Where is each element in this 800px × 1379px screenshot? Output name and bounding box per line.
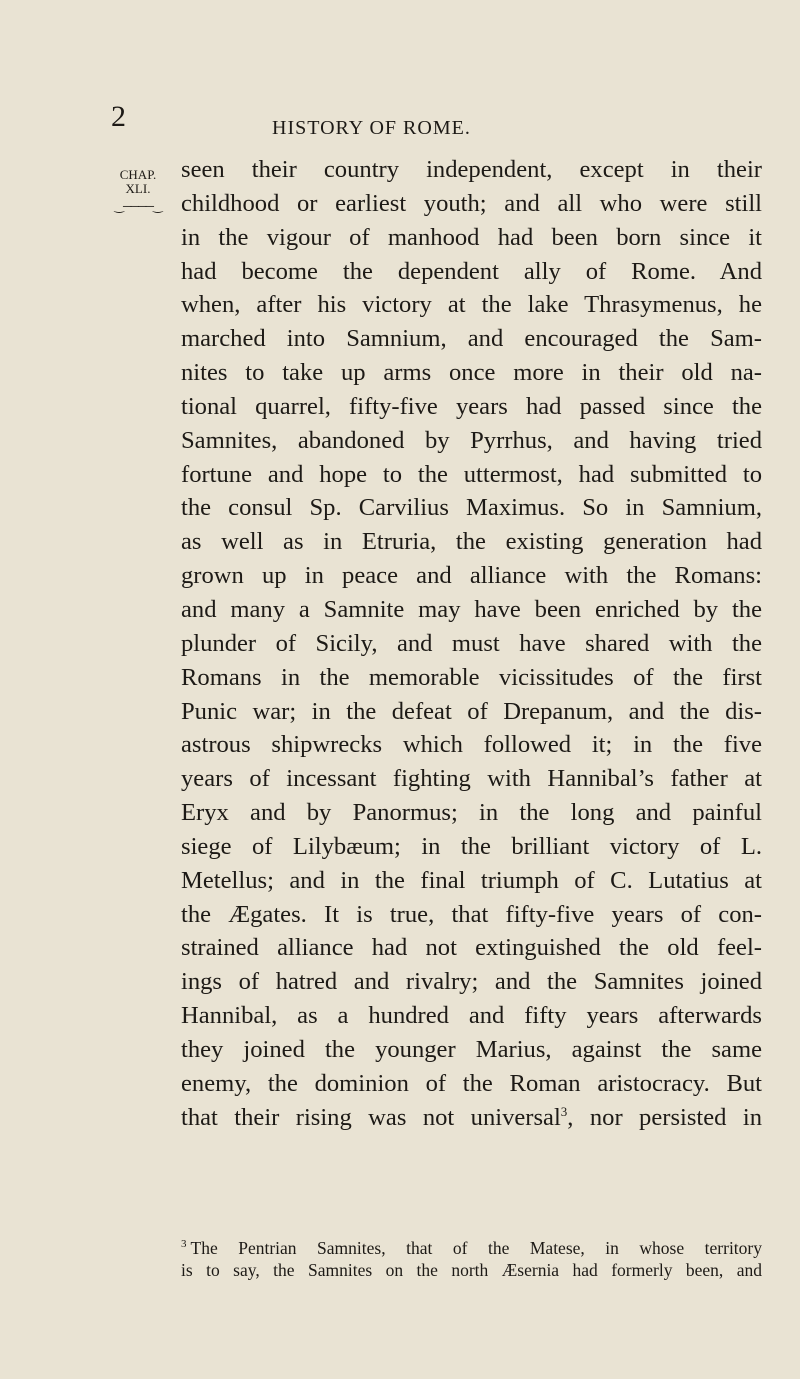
text-segment: nor persisted in: [589, 1103, 762, 1131]
footnote-line: is to say, the Samnites on the north Æsernia had formerly been, and: [181, 1260, 762, 1280]
chapter-number: XLI.: [125, 181, 151, 196]
chapter-label: CHAP.: [119, 167, 157, 182]
text-line: Metellus; and in the final triumph of C. Lutatius at: [181, 866, 762, 894]
text-line: when, after his victory at the lake Thrasymenus, he: [181, 291, 762, 319]
footnote-line: [181, 1237, 762, 1259]
margin-note: [102, 168, 174, 213]
text-line: astrous shipwrecks which followed it; in the five: [181, 731, 762, 759]
text-line-with-footnote: that their rising was not universal$^3$, nor persisted in: [181, 1103, 762, 1131]
text-line: siege of Lilybæum; in the brilliant victory of L.: [181, 832, 762, 860]
text-line: tional quarrel, fifty-five years had passed since the: [181, 392, 762, 420]
brace-ornament: ‿────‿: [114, 199, 162, 213]
text-line: enemy, the dominion of the Roman aristocracy. But: [181, 1069, 762, 1097]
footnote-marker: 3: [181, 1238, 187, 1251]
page-number: 2: [111, 100, 126, 133]
text-line: grown up in peace and alliance with the Romans:: [181, 562, 762, 590]
footnote-text: The Pentrian Samnites, that of the Matese, in whose territory: [190, 1238, 762, 1258]
text-line: plunder of Sicily, and must have shared with the: [181, 629, 762, 657]
text-line: Romans in the memorable vicissitudes of the first: [181, 663, 762, 691]
text-line: years of incessant fighting with Hannibal’s father at: [181, 765, 762, 793]
text-line: nites to take up arms once more in their old na-: [181, 359, 762, 387]
text-line: ings of hatred and rivalry; and the Samnites joined: [181, 968, 762, 996]
text-line: seen their country independent, except in their: [181, 156, 762, 183]
text-line: the consul Sp. Carvilius Maximus. So in Samnium,: [181, 494, 762, 522]
text-line: Samnites, abandoned by Pyrrhus, and having tried: [181, 426, 762, 454]
text-line: they joined the younger Marius, against the same: [181, 1035, 762, 1063]
text-line: as well as in Etruria, the existing generation had: [181, 528, 762, 556]
text-segment: that their rising was not universal: [181, 1103, 561, 1131]
footnote-reference[interactable]: 3: [560, 1103, 568, 1119]
text-line: marched into Samnium, and encouraged the Sam-: [181, 325, 762, 353]
text-line: had become the dependent ally of Rome. And: [181, 257, 762, 285]
footnote: [181, 1237, 762, 1281]
text-line: fortune and hope to the uttermost, had submitted to: [181, 460, 762, 488]
running-head: HISTORY OF ROME.: [272, 117, 471, 139]
text-line: in the vigour of manhood had been born since it: [181, 223, 762, 251]
body-text: [181, 153, 762, 1134]
text-line: strained alliance had not extinguished the old feel-: [181, 934, 762, 962]
text-line: childhood or earliest youth; and all who were still: [181, 189, 762, 217]
text-line: and many a Samnite may have been enriched by the: [181, 595, 762, 623]
text-line: Eryx and by Panormus; in the long and painful: [181, 799, 762, 827]
text-line: Hannibal, as a hundred and fifty years afterwards: [181, 1002, 762, 1030]
text-line: the Ægates. It is true, that fifty-five years of con-: [181, 900, 762, 928]
text-line: Punic war; in the defeat of Drepanum, and the dis-: [181, 697, 762, 725]
